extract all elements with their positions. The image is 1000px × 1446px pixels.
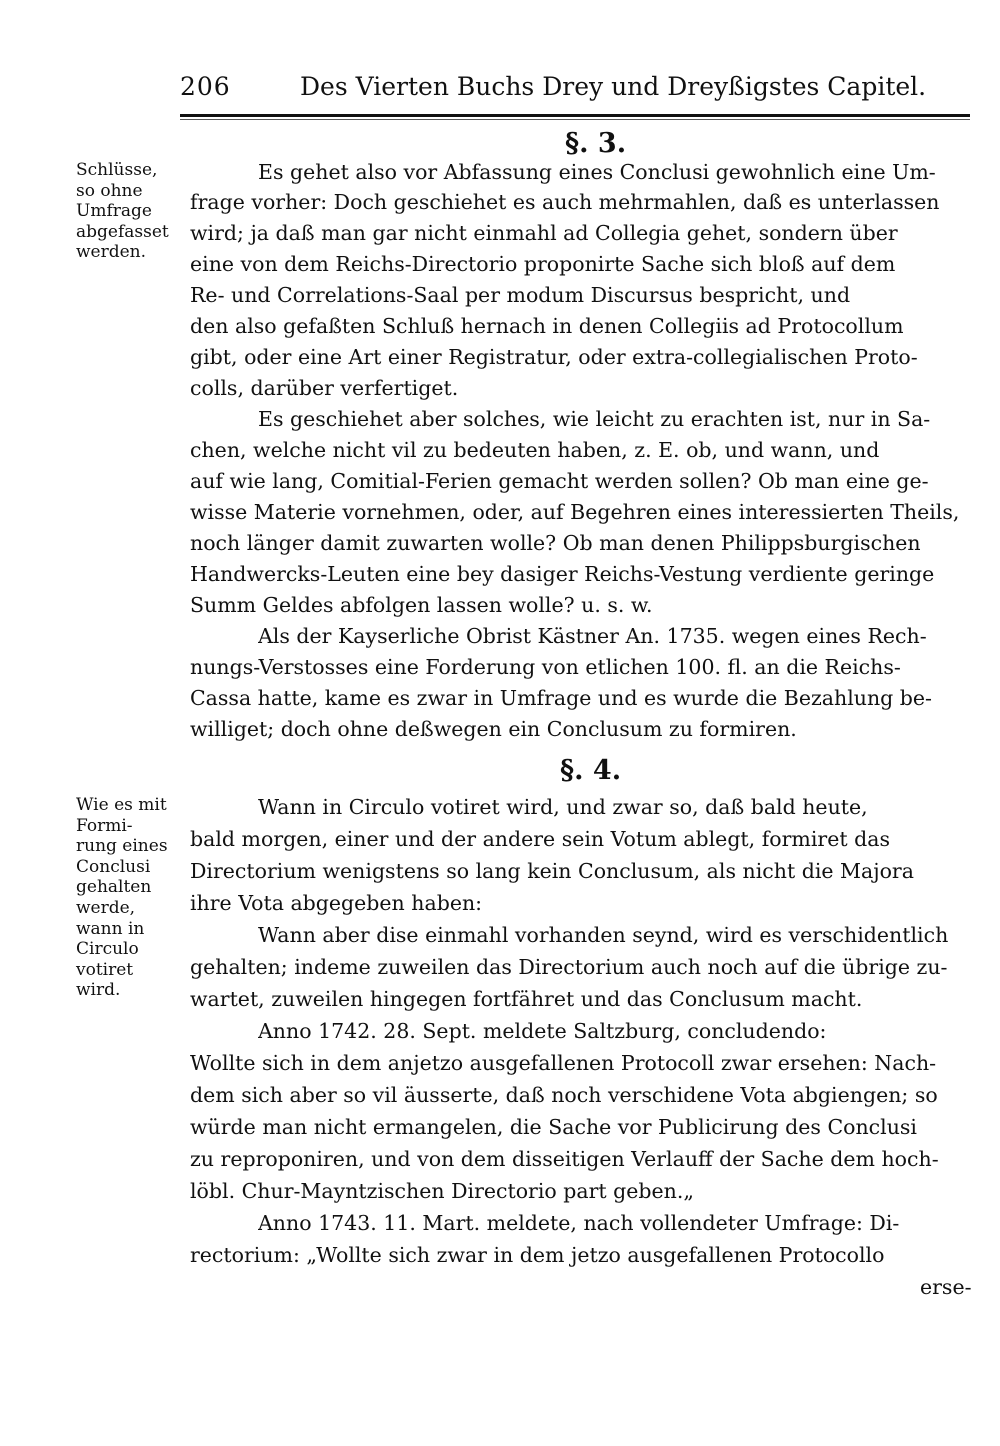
text-line: würde man nicht ermangelen, die Sache vor Publicirung des Conclusi — [190, 1115, 917, 1139]
margin-note-line: so ohne — [76, 180, 143, 201]
text-line: frage vorher: Doch geschiehet es auch mehrmahlen, daß es unterlassen — [190, 190, 940, 214]
text-line: noch länger damit zuwarten wolle? Ob man denen Philippsburgischen — [190, 531, 921, 555]
text-line: zu reproponiren, und von dem disseitigen Verlauff der Sache dem hoch- — [190, 1147, 939, 1171]
text-line: gibt, oder eine Art einer Registratur, oder extra-collegialischen Proto- — [190, 345, 918, 369]
text-line: eine von dem Reichs-Directorio proponirte Sache sich bloß auf dem — [190, 252, 896, 276]
text-line: Anno 1742. 28. Sept. meldete Saltzburg, concludendo: — [258, 1019, 827, 1043]
header-rule — [180, 114, 970, 117]
text-line: ihre Vota abgegeben haben: — [190, 891, 483, 915]
text-line: rectorium: „Wollte sich zwar in dem jetzo ausgefallenen Protocollo — [190, 1243, 885, 1267]
margin-note-line: Schlüsse, — [76, 160, 158, 180]
text-line: chen, welche nicht vil zu bedeuten haben, z. E. ob, und wann, und — [190, 438, 880, 462]
text-line: wird; ja daß man gar nicht einmahl ad Collegia gehet, sondern über — [190, 221, 898, 245]
section-heading: §. 3. — [565, 128, 627, 159]
text-line: Summ Geldes abfolgen lassen wolle? u. s. w. — [190, 593, 653, 617]
margin-note-line: rung eines — [76, 836, 168, 857]
text-line: dem sich aber so vil äusserte, daß noch verschidene Vota abgiengen; so — [190, 1083, 938, 1107]
margin-note-line: Circulo — [76, 939, 139, 960]
text-line: colls, darüber verfertiget. — [190, 376, 459, 400]
text-line: Anno 1743. 11. Mart. meldete, nach vollendeter Umfrage: Di- — [258, 1211, 900, 1235]
header-rule-thin — [180, 119, 970, 120]
margin-note-line: Formi- — [76, 815, 133, 836]
margin-note-line: Conclusi — [76, 856, 151, 877]
catchword: erse- — [920, 1275, 972, 1299]
text-line: Als der Kayserliche Obrist Kästner An. 1735. wegen eines Rech- — [258, 624, 927, 648]
text-line: williget; doch ohne deßwegen ein Conclusum zu formiren. — [190, 717, 797, 741]
text-line: Re- und Correlations-Saal per modum Discursus bespricht, und — [190, 283, 851, 307]
text-line: Cassa hatte, kame es zwar in Umfrage und es wurde die Bezahlung be- — [190, 686, 932, 710]
text-line: Es gehet also vor Abfassung eines Conclusi gewohnlich eine Um- — [258, 160, 936, 184]
margin-note-line: werden. — [76, 242, 147, 263]
margin-note-line: Wie es mit — [76, 795, 167, 815]
margin-note — [76, 160, 186, 263]
text-line: wartet, zuweilen hingegen fortfähret und das Conclusum macht. — [190, 987, 863, 1011]
running-title: Des Vierten Buchs Drey und Dreyßigstes Capitel. — [300, 72, 927, 101]
margin-note-line: Umfrage — [76, 201, 152, 222]
margin-note-line: abgefasset — [76, 221, 169, 242]
text-line: Wann in Circulo votiret wird, und zwar so, daß bald heute, — [258, 795, 868, 819]
margin-note-line: votiret — [76, 959, 134, 980]
text-line: Directorium wenigstens so lang kein Conclusum, als nicht die Majora — [190, 859, 914, 883]
text-line: Wann aber dise einmahl vorhanden seynd, wird es verschidentlich — [258, 923, 949, 947]
margin-note — [76, 795, 186, 1001]
text-line: gehalten; indeme zuweilen das Directorium auch noch auf die übrige zu- — [190, 955, 948, 979]
page-number: 206 — [180, 72, 231, 101]
margin-note-line: werde, — [76, 897, 136, 918]
margin-note-line: gehalten — [76, 877, 152, 898]
text-line: auf wie lang, Comitial-Ferien gemacht werden sollen? Ob man eine ge- — [190, 469, 929, 493]
text-line: den also gefaßten Schluß hernach in denen Collegiis ad Protocollum — [190, 314, 904, 338]
margin-note-line: wird. — [76, 980, 121, 1001]
text-line: Es geschiehet aber solches, wie leicht zu erachten ist, nur in Sa- — [258, 407, 931, 431]
text-line: Wollte sich in dem anjetzo ausgefallenen Protocoll zwar ersehen: Nach- — [190, 1051, 937, 1075]
text-line: löbl. Chur-Mayntzischen Directorio part geben.„ — [190, 1179, 695, 1203]
page-header — [180, 72, 980, 106]
text-line: nungs-Verstosses eine Forderung von etlichen 100. fl. an die Reichs- — [190, 655, 901, 679]
text-line: Handwercks-Leuten eine bey dasiger Reichs-Vestung verdiente geringe — [190, 562, 935, 586]
text-line: bald morgen, einer und der andere sein Votum ablegt, formiret das — [190, 827, 890, 851]
text-line: wisse Materie vornehmen, oder, auf Begehren eines interessierten Theils, — [190, 500, 960, 524]
margin-note-line: wann in — [76, 918, 145, 939]
section-heading: §. 4. — [560, 755, 622, 786]
